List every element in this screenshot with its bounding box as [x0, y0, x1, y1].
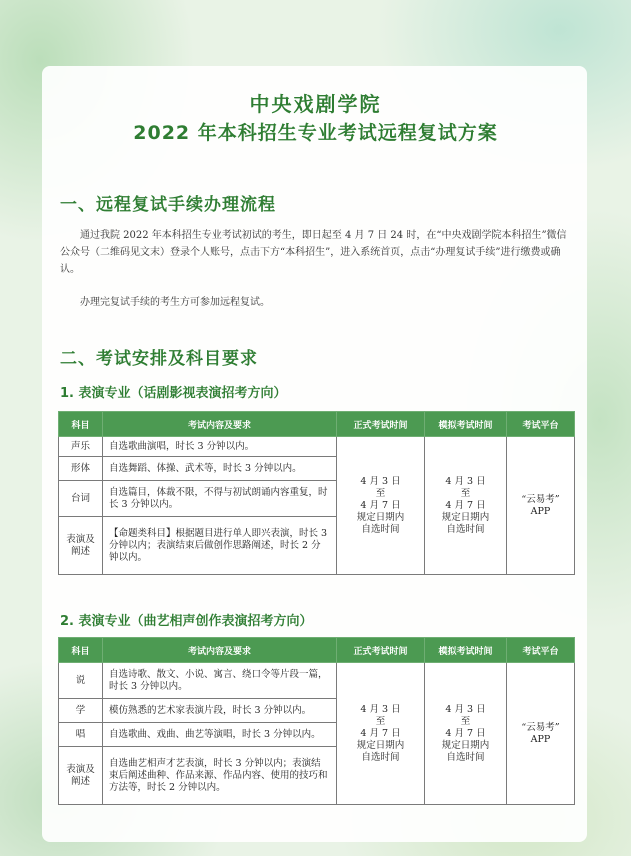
header-platform: 考试平台 [507, 638, 575, 663]
header-mock-time: 模拟考试时间 [425, 412, 507, 437]
header-formal-time: 正式考试时间 [337, 638, 425, 663]
subject-cell: 表演及阐述 [59, 517, 103, 575]
content-cell: 自选歌曲、戏曲、曲艺等演唱，时长 3 分钟以内。 [103, 723, 337, 747]
time-line: 规定日期内 [356, 739, 405, 751]
page-subtitle: 2022 年本科招生专业考试远程复试方案 [133, 122, 498, 144]
subject-cell: 表演及阐述 [59, 747, 103, 805]
header-content: 考试内容及要求 [103, 638, 337, 663]
time-line: 4 月 3 日 [360, 703, 401, 715]
section1-paragraph-2: 办理完复试手续的考生方可参加远程复试。 [80, 297, 270, 308]
subsection2-heading: 2. 表演专业（曲艺相声创作表演招考方向） [60, 614, 313, 629]
header-platform: 考试平台 [507, 412, 575, 437]
time-line: 4 月 3 日 [445, 475, 486, 487]
content-cell: 自选舞蹈、体操、武术等，时长 3 分钟以内。 [103, 457, 337, 481]
time-line: 4 月 7 日 [360, 499, 401, 511]
time-line: 规定日期内 [356, 511, 405, 523]
subject-cell: 说 [59, 663, 103, 699]
subsection1-heading: 1. 表演专业（话剧影视表演招考方向） [60, 386, 287, 401]
mock-time-cell [425, 437, 507, 575]
subject-cell: 学 [59, 699, 103, 723]
time-line: 4 月 7 日 [360, 727, 401, 739]
platform-type: APP [530, 505, 551, 517]
time-line: 4 月 7 日 [445, 499, 486, 511]
section1-heading: 一、远程复试手续办理流程 [60, 195, 276, 215]
time-line: 至 [375, 715, 386, 727]
content-cell: 模仿熟悉的艺术家表演片段，时长 3 分钟以内。 [103, 699, 337, 723]
platform-cell [507, 437, 575, 575]
time-line: 4 月 3 日 [445, 703, 486, 715]
time-line: 4 月 7 日 [445, 727, 486, 739]
content-cell: 自选诗歌、散文、小说、寓言、绕口令等片段一篇，时长 3 分钟以内。 [103, 663, 337, 699]
header-formal-time: 正式考试时间 [337, 412, 425, 437]
time-line: 自选时间 [446, 523, 485, 535]
content-cell: 自选曲艺相声才艺表演，时长 3 分钟以内；表演结束后阐述曲种、作品来源、作品内容、使用的技巧和方法等，时长 2 分钟以内。 [103, 747, 337, 805]
section2-heading: 二、考试安排及科目要求 [60, 349, 258, 369]
platform-cell [507, 663, 575, 805]
content-cell: 自选篇目，体裁不限，不得与初试朗诵内容重复，时长 3 分钟以内。 [103, 481, 337, 517]
time-line: 4 月 3 日 [360, 475, 401, 487]
time-line: 至 [460, 715, 471, 727]
time-line: 自选时间 [361, 751, 400, 763]
table-row [59, 437, 575, 457]
time-line: 规定日期内 [441, 511, 490, 523]
table-header-row [59, 412, 575, 437]
header-content: 考试内容及要求 [103, 412, 337, 437]
table-header-row [59, 638, 575, 663]
table-row [59, 663, 575, 699]
content-cell: 自选歌曲演唱，时长 3 分钟以内。 [103, 437, 337, 457]
platform-name: “云易考” [521, 493, 560, 505]
time-line: 规定日期内 [441, 739, 490, 751]
subject-cell: 台词 [59, 481, 103, 517]
mock-time-cell [425, 663, 507, 805]
exam-table-1 [58, 411, 575, 575]
subject-cell: 唱 [59, 723, 103, 747]
formal-time-cell [337, 663, 425, 805]
section1-paragraph-1: 通过我院 2022 年本科招生专业考试初试的考生，即日起至 4 月 7 日 24 时，在“中央戏剧学院本科招生”微信公众号（二维码见文末）登录个人账号，点击下方“本科招生”，进入系统首页，点击“办理复试手续”进行缴费或确认。 [60, 230, 567, 275]
time-line: 至 [375, 487, 386, 499]
content-cell: 【命题类科目】根据题目进行单人即兴表演，时长 3 分钟以内；表演结束后做创作思路阐述，时长 2 分钟以内。 [103, 517, 337, 575]
header-mock-time: 模拟考试时间 [425, 638, 507, 663]
platform-type: APP [530, 733, 551, 745]
time-line: 自选时间 [361, 523, 400, 535]
exam-table-2 [58, 637, 575, 805]
header-subject: 科目 [59, 638, 103, 663]
header-subject: 科目 [59, 412, 103, 437]
formal-time-cell [337, 437, 425, 575]
time-line: 自选时间 [446, 751, 485, 763]
platform-name: “云易考” [521, 721, 560, 733]
subject-cell: 声乐 [59, 437, 103, 457]
time-line: 至 [460, 487, 471, 499]
subject-cell: 形体 [59, 457, 103, 481]
page-title: 中央戏剧学院 [249, 92, 382, 116]
